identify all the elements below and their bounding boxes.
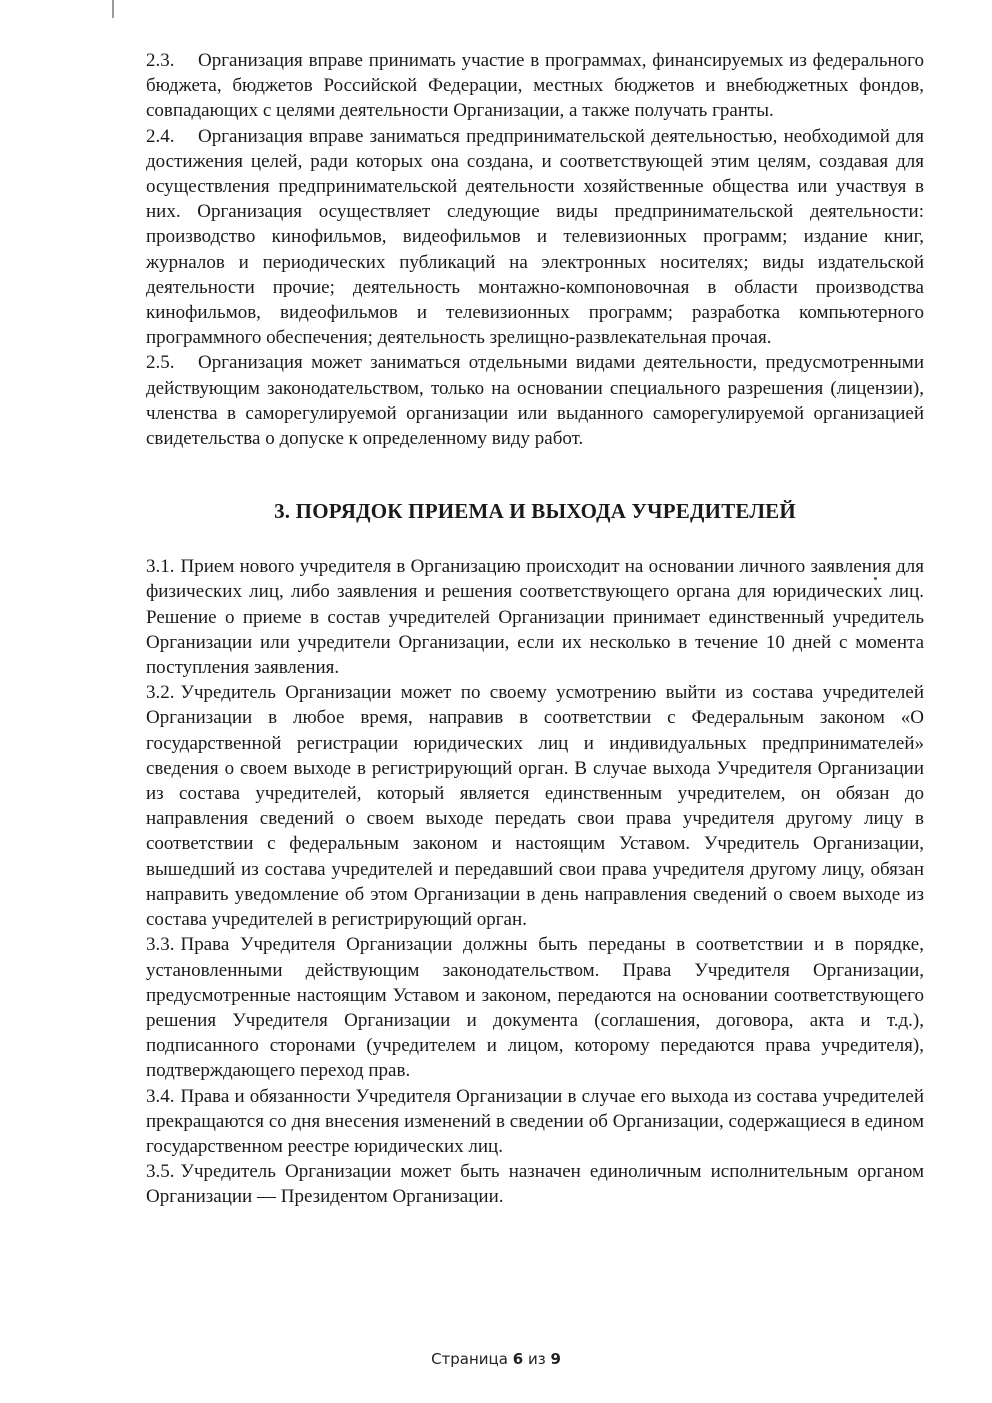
section-2-continuation [146, 48, 924, 451]
page-total: 9 [550, 1350, 561, 1368]
clause-number: 2.5. [146, 352, 175, 374]
clause-number: 3.5. [146, 1161, 175, 1183]
section-3-heading: 3. ПОРЯДОК ПРИЕМА И ВЫХОДА УЧРЕДИТЕЛЕЙ [274, 499, 796, 524]
clause-text: Права Учредителя Организации должны быть переданы в соответствии и в порядке, установленными действующим законодательством. Права Учредителя Организации, предусмотренные настоящим Уставом и законом, передаются на основании соответствующего решения Учредителя Организации и документа (соглашения, договора, акта и т.д.), подписанного сторонами (учредителем и лицом, которому передаются права учредителя), подтверждающего переход прав. [146, 934, 924, 1082]
page-edge-mark [112, 0, 114, 18]
clause-text: Организация может заниматься отдельными видами деятельности, предусмотренными действующим законодательством, только на основании специального разрешения (лицензии), членства в саморегулируемой организации или выданного саморегулируемой организацией свидетельства о допуске к определенному виду работ. [146, 352, 924, 450]
clause-number: 3.1. [146, 556, 175, 578]
page-content [146, 48, 924, 1210]
clause-number: 2.4. [146, 125, 175, 147]
clause-2-5 [146, 350, 924, 451]
page-footer [0, 1350, 992, 1368]
page-label: Страница [431, 1350, 508, 1368]
clause-number: 3.3. [146, 934, 175, 956]
clause-2-3 [146, 48, 924, 124]
section-3-body [146, 554, 924, 1209]
clause-text: Организация вправе принимать участие в программах, финансируемых из федерального бюджета, бюджетов Российской Федерации, местных бюджетов и внебюджетных фондов, совпадающих с целями деятельности Организации, а также получать гранты. [146, 50, 924, 122]
clause-number: 2.3. [146, 50, 175, 71]
clause-number: 3.2. [146, 682, 175, 704]
page-current: 6 [512, 1350, 524, 1368]
clause-number: 3.4. [146, 1085, 175, 1107]
clause-3-3 [146, 932, 924, 1083]
clause-text: Учредитель Организации может быть назначен единоличным исполнительным органом Организации — Президентом Организации. [146, 1161, 924, 1208]
clause-text: Учредитель Организации может по своему усмотрению выйти из состава учредителей Организации в любое время, направив в соответствии с Федеральным законом «О государственной регистрации юридических лиц и индивидуальных предпринимателей» сведения о своем выходе в регистрирующий орган. В случае выхода Учредителя Организации из состава учредителей, который является единственным учредителем, он обязан до направления сведений о своем выходе передать свои права учредителя другому лицу в соответствии с федеральным законом и настоящим Уставом. Учредитель Организации, вышедший из состава учредителей и передавший свои права учредителя другому лицу, обязан направить уведомление об этом Организации в день направления сведений о своем выходе из состава учредителей в регистрирующий орган. [146, 682, 924, 931]
clause-2-4 [146, 124, 924, 351]
clause-3-5 [146, 1159, 924, 1209]
clause-3-1 [146, 554, 924, 680]
clause-text: Организация вправе заниматься предпринимательской деятельностью, необходимой для достижения целей, ради которых она создана, и соответствующей этим целям, создавая для осуществления предпринимательской деятельности хозяйственные общества или участвуя в них. Организация осуществляет следующие виды предпринимательской деятельности: производство кинофильмов, видеофильмов и телевизионных программ; издание книг, журналов и периодических публикаций на электронных носителях; виды издательской деятельности прочие; деятельность монтажно-компоновочная в области производства кинофильмов, видеофильмов и телевизионных программ; разработка компьютерного программного обеспечения; деятельность зрелищно-развлекательная прочая. [146, 125, 924, 349]
clause-3-2 [146, 680, 924, 932]
clause-3-4 [146, 1084, 924, 1160]
page-of-label: из [527, 1350, 546, 1368]
clause-text: Права и обязанности Учредителя Организации в случае его выхода из состава учредителей прекращаются со дня внесения изменений в сведении об Организации, содержащиеся в едином государственном реестре юридических лиц. [146, 1085, 924, 1157]
clause-text: Прием нового учредителя в Организацию происходит на основании личного заявления для физических лиц, либо заявления и решения соответствующего органа для юридических лиц. Решение о приеме в состав учредителей Организации принимает единственный учредитель Организации или учредители Организации, если их несколько в течение 10 дней с момента поступления заявления. [146, 556, 924, 679]
